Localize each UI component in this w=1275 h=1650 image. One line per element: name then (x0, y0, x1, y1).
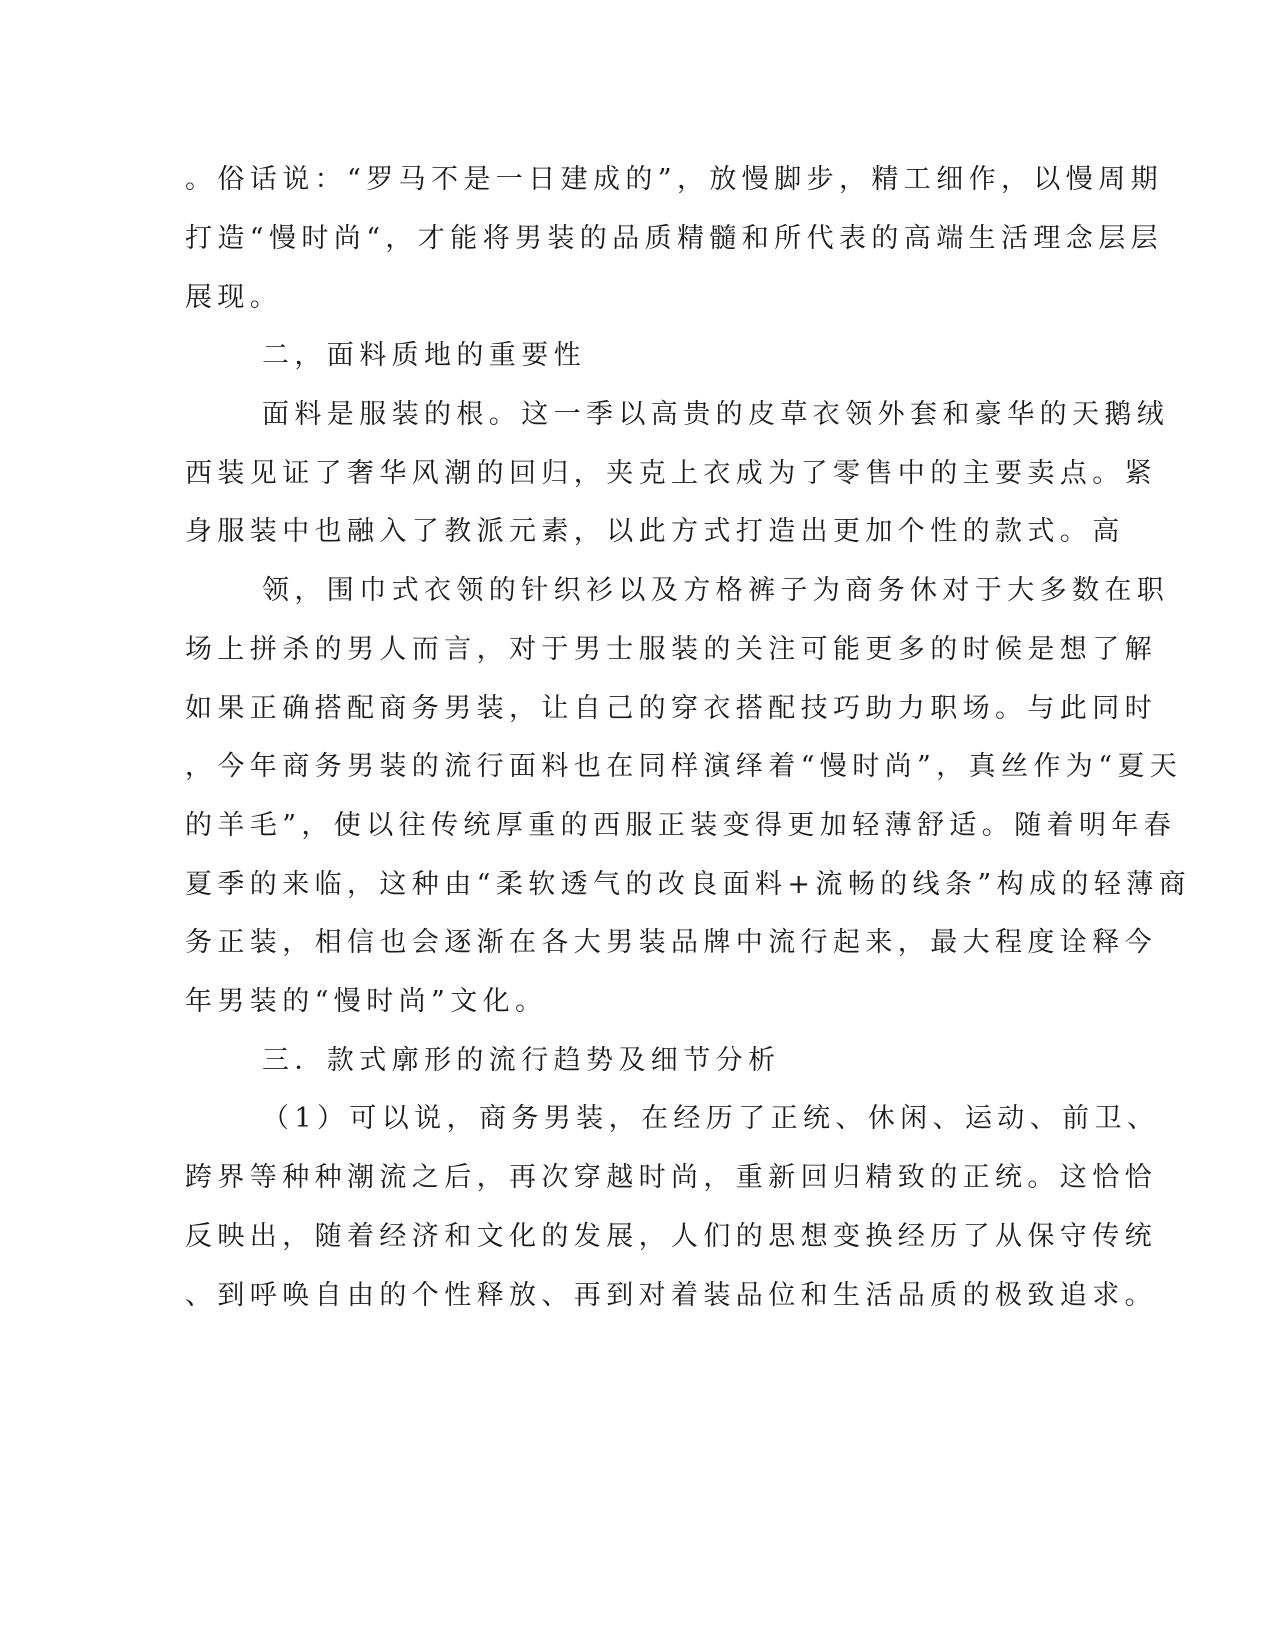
text-line: 务正装，相信也会逐渐在各大男装品牌中流行起来，最大程度诠释今 (185, 927, 1157, 958)
text-line: 年男装的“慢时尚”文化。 (185, 986, 548, 1017)
text-line: 的羊毛”，使以往传统厚重的西服正装变得更加轻薄舒适。随着明年春 (185, 810, 1177, 841)
text-line: 跨界等种种潮流之后，再次穿越时尚，重新回归精致的正统。这恰恰 (185, 1162, 1157, 1193)
text-line: 领，围巾式衣领的针织衫以及方格裤子为商务休对于大多数在职 (262, 575, 1170, 606)
text-line: 面料是服装的根。这一季以高贵的皮草衣领外套和豪华的天鹅绒 (262, 399, 1170, 430)
text-line: ，今年商务男装的流行面料也在同样演绎着“慢时尚”，真丝作为“夏天 (185, 751, 1183, 782)
text-line: （1）可以说，商务男装，在经历了正统、休闲、运动、前卫、 (262, 1103, 1160, 1134)
text-line: 场上拼杀的男人而言，对于男士服装的关注可能更多的时候是想了解 (185, 634, 1157, 665)
text-line: 、到呼唤自由的个性释放、再到对着装品位和生活品质的极致追求。 (185, 1280, 1157, 1311)
text-line: 展现。 (185, 282, 283, 313)
section-heading: 三．款式廓形的流行趋势及细节分析 (262, 1045, 781, 1076)
text-line: 夏季的来临，这种由“柔软透气的改良面料+流畅的线条”构成的轻薄商 (185, 869, 1192, 900)
text-line: 打造“慢时尚“，才能将男装的品质精髓和所代表的高端生活理念层层 (185, 223, 1164, 254)
text-line: 身服装中也融入了教派元素，以此方式打造出更加个性的款式。高 (185, 516, 1125, 547)
text-line: 西装见证了奢华风潮的回归，夹克上衣成为了零售中的主要卖点。紧 (185, 458, 1157, 489)
text-line: 反映出，随着经济和文化的发展，人们的思想变换经历了从保守传统 (185, 1221, 1157, 1252)
text-line: 如果正确搭配商务男装，让自己的穿衣搭配技巧助力职场。与此同时 (185, 693, 1157, 724)
text-line: 。俗话说：“罗马不是一日建成的”，放慢脚步，精工细作，以慢周期 (185, 164, 1164, 195)
section-heading: 二，面料质地的重要性 (262, 340, 586, 371)
